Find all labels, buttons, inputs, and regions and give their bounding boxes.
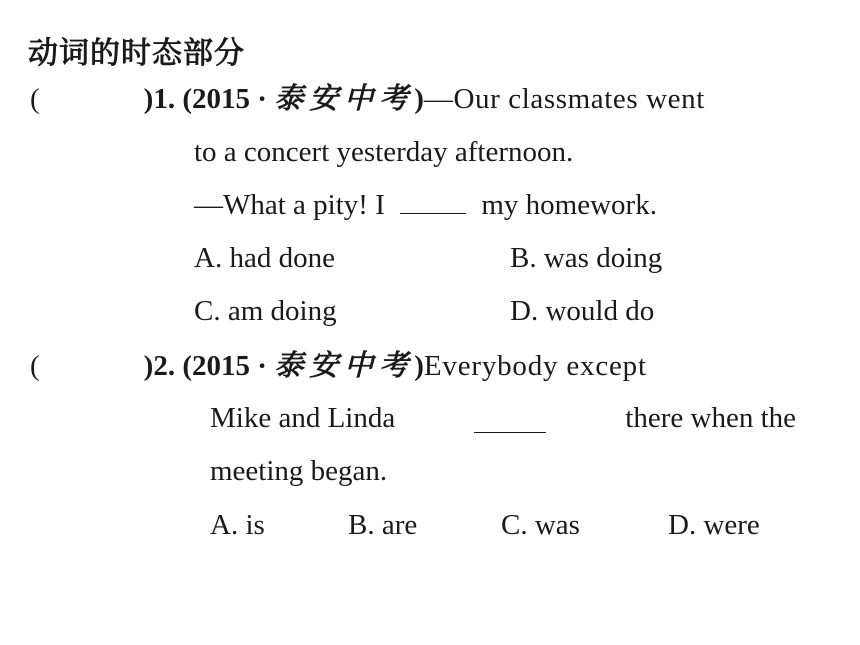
question-number: )1. [143, 83, 176, 115]
question-text: Everybody except [423, 350, 647, 382]
source-tag: (2015 · 泰安中考) [182, 348, 424, 382]
section-title: 动词的时态部分 [28, 36, 245, 71]
option-a: A. had done [194, 242, 335, 274]
option-a: A. is [210, 509, 265, 541]
option-d: D. were [668, 509, 760, 541]
option-c: C. was [501, 509, 580, 541]
answer-paren-open: ( [30, 350, 40, 382]
question-1-line-3: —What a pity! I my homework. [194, 189, 657, 221]
answer-blank [474, 431, 546, 433]
option-b: B. was doing [510, 242, 663, 274]
question-number: )2. [143, 350, 176, 382]
question-text: —Our classmates went [423, 83, 705, 115]
question-1-line-2: to a concert yesterday afternoon. [194, 136, 574, 168]
option-d: D. would do [510, 295, 655, 327]
question-2-first-line [30, 348, 796, 382]
answer-blank [400, 212, 466, 214]
question-2-line-2: Mike and Linda there when the [210, 402, 796, 434]
question-1-first-line [30, 81, 796, 115]
option-c: C. am doing [194, 295, 337, 327]
answer-paren-open: ( [30, 83, 40, 115]
question-2-line-3: meeting began. [210, 455, 388, 487]
source-tag: (2015 · 泰安中考) [182, 81, 424, 115]
option-b: B. are [348, 509, 418, 541]
